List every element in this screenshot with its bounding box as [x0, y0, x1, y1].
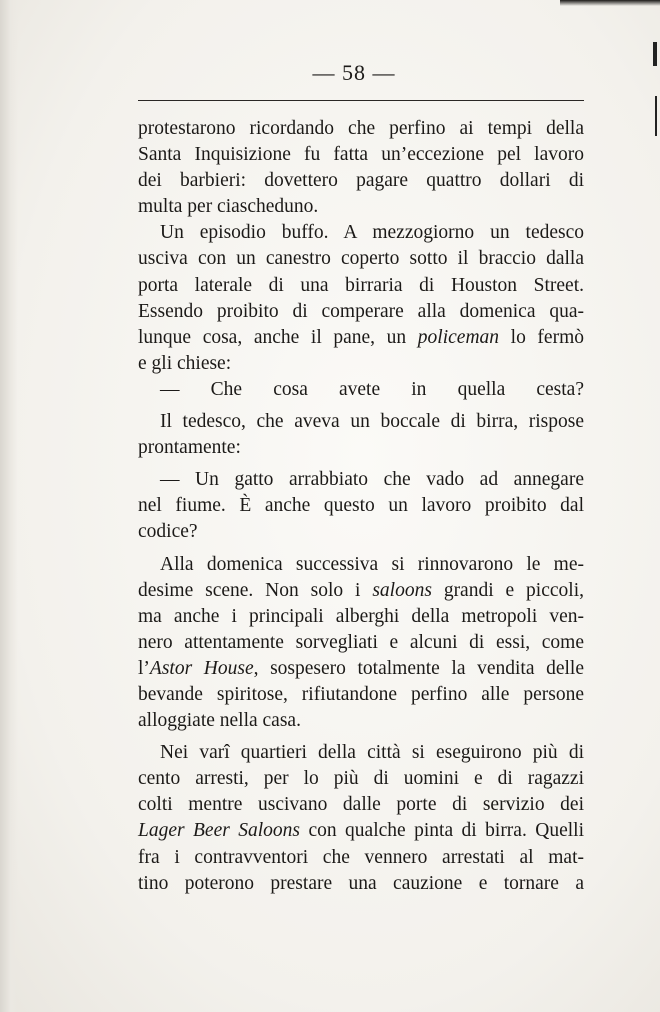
text-line: Nei varî quartieri della città si eseguirono più di: [160, 742, 584, 764]
text-line: desime scene. Non solo i saloons grandi e piccoli,: [138, 579, 584, 601]
body-text: [138, 116, 584, 897]
text-line: alloggiate nella casa.: [138, 710, 301, 732]
text-line: protestarono ricordando che perfino ai tempi della: [138, 118, 584, 139]
text-line: Santa Inquisizione fu fatta un’eccezione pel lavoro: [138, 144, 584, 166]
text-line: — Che cosa avete in quella cesta?: [160, 378, 584, 400]
italic-term: saloons: [372, 579, 432, 601]
text-line: tino poterono prestare una cauzione e tornare a: [138, 872, 584, 894]
text-line: colti mentre uscivano dalle porte di servizio dei: [138, 794, 584, 816]
text-line: lunque cosa, anche il pane, un policeman lo fermò: [138, 326, 584, 348]
italic-term: Lager Beer Saloons: [138, 820, 301, 842]
text-line: Il tedesco, che aveva un boccale di birra, rispose: [160, 411, 584, 433]
text-line: — Un gatto arrabbiato che vado ad annegare: [160, 469, 584, 491]
text-line: Un episodio buffo. A mezzogiorno un tedesco: [160, 222, 584, 244]
text-line: Essendo proibito di comperare alla domenica qua-: [138, 300, 584, 322]
text-line: porta laterale di una birraria di Houston Street.: [138, 274, 584, 296]
text-line: prontamente:: [138, 437, 241, 459]
text-line: bevande spiritose, rifiutandone perfino alle persone: [138, 683, 584, 705]
text-line: multa per ciascheduno.: [138, 196, 319, 218]
text-line: nel fiume. È anche questo un lavoro proibito dal: [138, 495, 584, 517]
text-line: Lager Beer Saloons con qualche pinta di birra. Quelli: [138, 820, 585, 842]
scan-edge-mark: [655, 96, 657, 136]
page-gutter-shadow: [0, 0, 18, 1012]
italic-term: policeman: [417, 326, 500, 348]
text-line: cento arresti, per lo più di uomini e di ragazzi: [138, 768, 584, 790]
text-line: fra i contravventori che vennero arrestati al mat-: [138, 846, 584, 868]
italic-term: Astor House: [149, 657, 254, 679]
text-line: Alla domenica successiva si rinnovarono le me-: [160, 553, 584, 575]
text-line: usciva con un canestro coperto sotto il braccio dalla: [138, 248, 584, 270]
text-line: e gli chiese:: [138, 352, 232, 374]
text-line: ma anche i principali alberghi della metropoli ven-: [138, 605, 584, 627]
text-line: nero attentamente sorvegliati e alcuni di essi, come: [138, 631, 584, 653]
text-line: codice?: [138, 521, 198, 543]
text-line: l’Astor House, sospesero totalmente la vendita delle: [138, 657, 584, 679]
text-line: dei barbieri: dovettero pagare quattro dollari di: [138, 170, 584, 192]
page-number: — 58 —: [312, 60, 396, 85]
scan-edge-mark: [560, 0, 660, 6]
header-rule: [138, 100, 584, 101]
